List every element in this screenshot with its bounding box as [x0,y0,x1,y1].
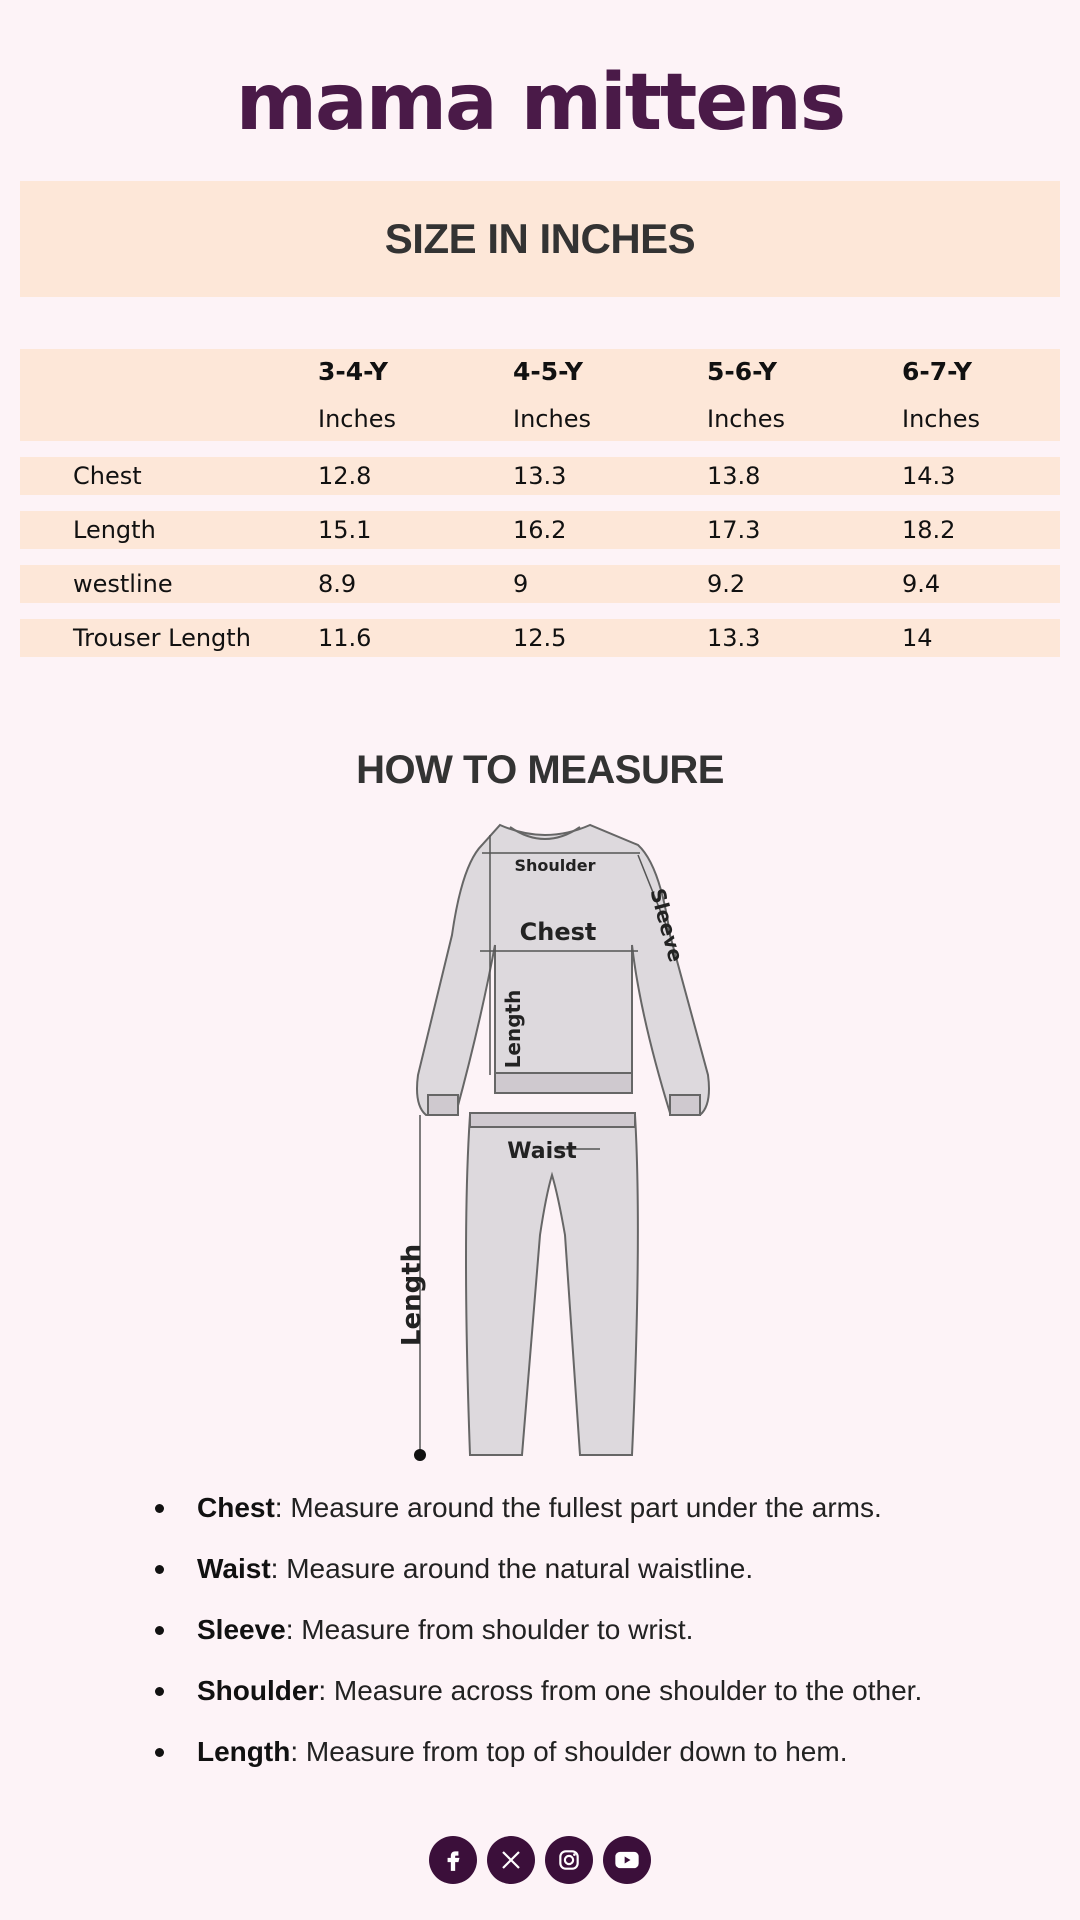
unit-header: Inches [707,405,785,433]
tip-text: : Measure from shoulder to wrist. [285,1614,694,1645]
size-header: 3-4-Y [318,357,388,386]
table-cell: 15.1 [318,516,372,544]
size-table [20,349,1060,657]
table-cell: 17.3 [707,516,761,544]
row-label: Length [73,516,156,544]
table-cell: 9 [513,570,529,598]
tip-text: : Measure from top of shoulder down to hem. [290,1736,848,1767]
x-icon[interactable] [487,1836,535,1884]
unit-header: Inches [513,405,591,433]
list-item [140,1490,1040,1551]
trousers-illustration [466,1113,638,1455]
table-cell: 13.8 [707,462,761,490]
table-cell: 8.9 [318,570,357,598]
table-row [20,619,1060,657]
list-item [140,1612,1040,1673]
tip-term: Sleeve [197,1614,286,1645]
row-label: westline [73,570,173,598]
table-cell: 14 [902,624,933,652]
bullet-icon [155,1687,164,1696]
table-row [20,457,1060,495]
measurement-diagram [370,815,720,1465]
size-header: 4-5-Y [513,357,583,386]
row-label: Chest [73,462,142,490]
table-cell: 14.3 [902,462,956,490]
bullet-icon [155,1748,164,1757]
tip-text: : Measure across from one shoulder to the other. [318,1675,923,1706]
brand-logo: mama mittens [235,58,845,148]
table-cell: 16.2 [513,516,567,544]
table-cell: 12.5 [513,624,567,652]
instagram-icon[interactable] [545,1836,593,1884]
list-item [140,1734,1040,1795]
bullet-icon [155,1565,164,1574]
banner-title: SIZE IN INCHES [384,215,696,262]
table-cell: 18.2 [902,516,956,544]
table-cell: 11.6 [318,624,372,652]
table-row [20,565,1060,603]
measuring-tips [140,1490,1040,1795]
bullet-icon [155,1626,164,1635]
row-label: Trouser Length [73,624,251,652]
tip-term: Shoulder [197,1675,319,1706]
table-header [20,349,1060,441]
table-cell: 9.2 [707,570,746,598]
tip-term: Length [197,1736,291,1767]
unit-header: Inches [318,405,396,433]
bullet-icon [155,1504,164,1513]
sleeve-label: Sleeve [645,885,689,965]
size-header: 6-7-Y [902,357,972,386]
list-item [140,1673,1040,1734]
size-banner [20,181,1060,297]
facebook-icon[interactable] [429,1836,477,1884]
trouser-length-label: Length [397,1243,427,1347]
table-row [20,511,1060,549]
how-to-measure-title: HOW TO MEASURE [356,748,724,792]
youtube-icon[interactable] [603,1836,651,1884]
unit-header: Inches [902,405,980,433]
social-links [0,1836,1080,1884]
chest-label: Chest [519,918,597,946]
shoulder-label: Shoulder [514,856,596,875]
table-cell: 13.3 [707,624,761,652]
tip-term: Chest [197,1492,275,1523]
tip-text: : Measure around the fullest part under the arms. [274,1492,882,1523]
table-cell: 9.4 [902,570,941,598]
list-item [140,1551,1040,1612]
table-cell: 13.3 [513,462,567,490]
tip-text: : Measure around the natural waistline. [270,1553,754,1584]
waist-label: Waist [507,1139,577,1164]
table-cell: 12.8 [318,462,372,490]
size-header: 5-6-Y [707,357,777,386]
shirt-length-label: Length [501,989,525,1069]
tip-term: Waist [197,1553,271,1584]
